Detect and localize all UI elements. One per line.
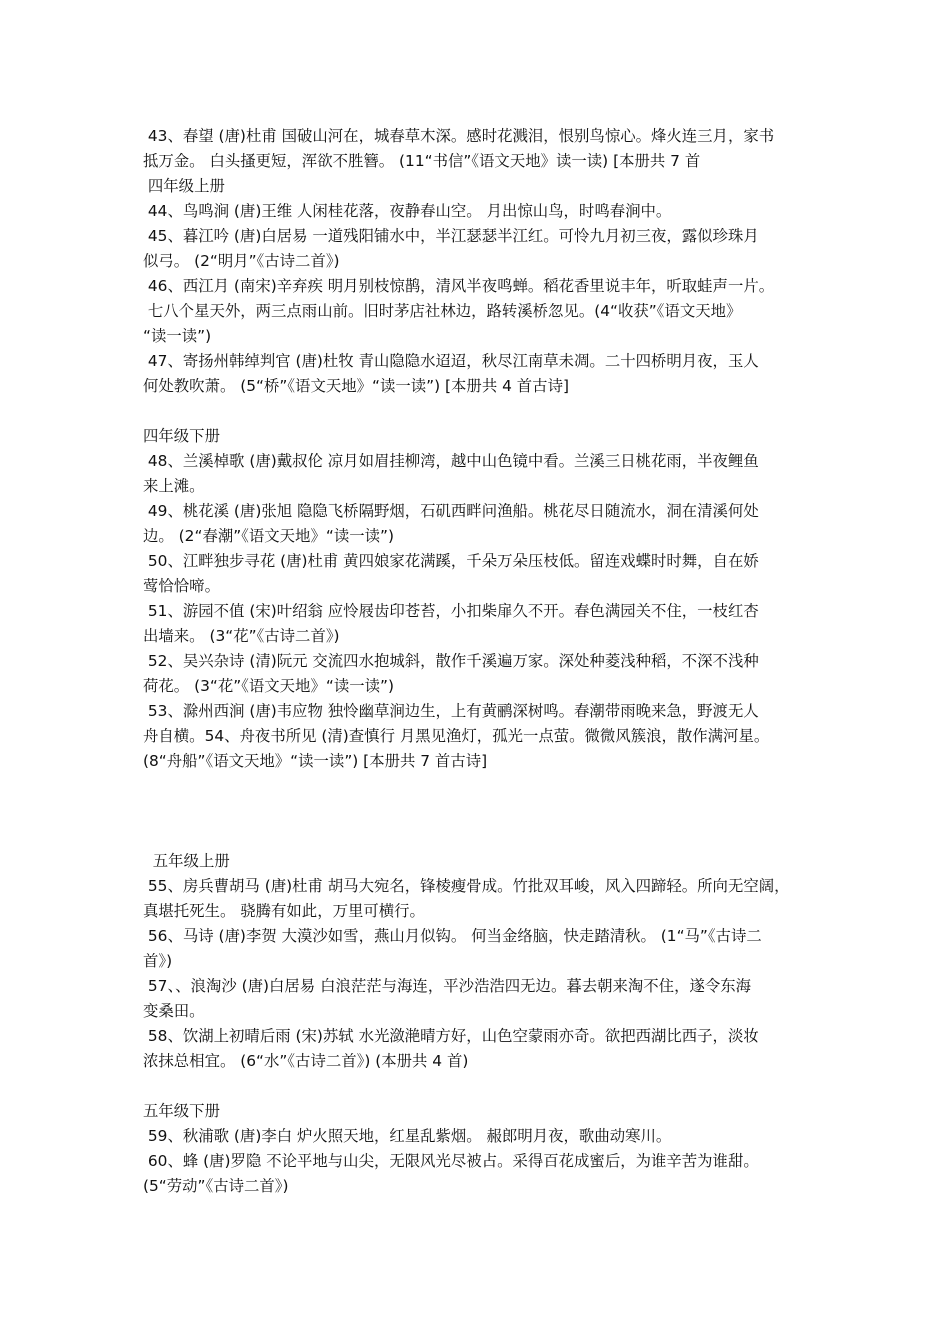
text-line: 49、桃花溪 (唐)张旭 隐隐飞桥隔野烟，石矶西畔问渔船。桃花尽日随流水，洞在清溪何处 [143,502,759,520]
text-line: 真堪托死生。 骁腾有如此，万里可横行。 [143,902,425,920]
text-line: 44、鸟鸣涧 (唐)王维 人闲桂花落，夜静春山空。 月出惊山鸟，时鸣春涧中。 [143,202,672,220]
text-line: 舟自横。54、舟夜书所见 (清)查慎行 月黑见渔灯，孤光一点萤。微微风簇浪，散作满河星。 [143,727,770,745]
text-line: 五年级下册 [143,1102,220,1120]
text-line: 何处教吹萧。 (5“桥”《语文天地》“读一读”) [本册共 4 首古诗] [143,377,569,395]
text-line: 首》) [143,952,173,970]
text-line: 59、秋浦歌 (唐)李白 炉火照天地，红星乱紫烟。 赧郎明月夜，歌曲动寒川。 [143,1127,672,1145]
text-line: (8“舟船”《语文天地》“读一读”) [本册共 7 首古诗] [143,752,488,770]
text-line: 46、西江月 (南宋)辛弃疾 明月别枝惊鹊，清风半夜鸣蝉。稻花香里说丰年，听取蛙声一片。 [143,277,775,295]
text-line: 边。 (2“春潮”《语文天地》“读一读”) [143,527,394,545]
text-line: 60、蜂 (唐)罗隐 不论平地与山尖，无限风光尽被占。采得百花成蜜后，为谁辛苦为谁甜。 [143,1152,759,1170]
text-line: 似弓。 (2“明月”《古诗二首》) [143,252,340,270]
text-line: 来上滩。 [143,477,205,495]
text-line: 48、兰溪棹歌 (唐)戴叔伦 凉月如眉挂柳湾，越中山色镜中看。兰溪三日桃花雨，半夜鲤鱼 [143,452,759,470]
text-line: 莺恰恰啼。 [143,577,220,595]
text-line: 50、江畔独步寻花 (唐)杜甫 黄四娘家花满蹊，千朵万朵压枝低。留连戏蝶时时舞，自在娇 [143,552,759,570]
text-line: 四年级下册 [143,427,220,445]
text-line: 53、滁州西涧 (唐)韦应物 独怜幽草涧边生，上有黄鹂深树鸣。春潮带雨晚来急，野渡无人 [143,702,759,720]
text-line: 45、暮江吟 (唐)白居易 一道残阳铺水中，半江瑟瑟半江红。可怜九月初三夜，露似珍珠月 [143,227,759,245]
text-line: 出墙来。 (3“花”《古诗二首》) [143,627,340,645]
text-line: 58、饮湖上初晴后雨 (宋)苏轼 水光潋滟晴方好，山色空蒙雨亦奇。欲把西湖比西子，淡妆 [143,1027,759,1045]
text-line: 浓抹总相宜。 (6“水”《古诗二首》) (本册共 4 首) [143,1052,469,1070]
text-line: 51、游园不值 (宋)叶绍翁 应怜屐齿印苍苔，小扣柴扉久不开。春色满园关不住，一枝红杏 [143,602,759,620]
text-line: 七八个星天外，两三点雨山前。旧时茅店社林边，路转溪桥忽见。(4“收获”《语文天地》 [143,302,742,320]
text-line: 五年级上册 [143,852,230,870]
text-line: 四年级上册 [143,177,225,195]
text-line: 变桑田。 [143,1002,205,1020]
text-line: 57、、浪淘沙 (唐)白居易 白浪茫茫与海连，平沙浩浩四无边。暮去朝来淘不住，遂令东海 [143,977,752,995]
text-line: (5“劳动”《古诗二首》) [143,1177,289,1195]
text-line: 抵万金。 白头搔更短，浑欲不胜簪。 (11“书信”《语文天地》读一读) [本册共 7 首 [143,152,701,170]
text-line: 荷花。 (3“花”《语文天地》“读一读”) [143,677,394,695]
text-line: “读一读”) [143,327,212,345]
text-line: 52、吴兴杂诗 (清)阮元 交流四水抱城斜，散作千溪遍万家。深处种菱浅种稻，不深不浅种 [143,652,759,670]
text-line: 56、马诗 (唐)李贺 大漠沙如雪，燕山月似钩。 何当金络脑，快走踏清秋。 (1“马”《古诗二 [143,927,762,945]
text-line: 43、春望 (唐)杜甫 国破山河在，城春草木深。感时花溅泪，恨别鸟惊心。烽火连三月，家书 [143,127,775,145]
text-line: 47、寄扬州韩绰判官 (唐)杜牧 青山隐隐水迢迢，秋尽江南草未凋。二十四桥明月夜，玉人 [143,352,759,370]
text-line: 55、房兵曹胡马 (唐)杜甫 胡马大宛名，锋棱瘦骨成。竹批双耳峻，风入四蹄轻。所向无空阔， [143,877,790,895]
